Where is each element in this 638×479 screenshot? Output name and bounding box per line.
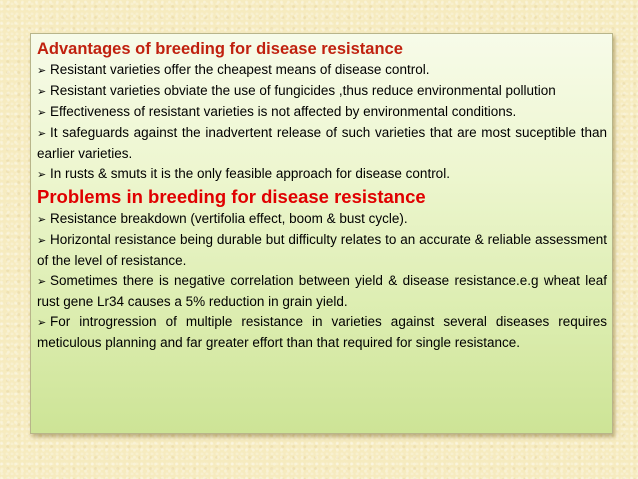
list-item xyxy=(37,271,607,312)
list-item xyxy=(37,102,607,123)
list-item xyxy=(37,230,607,271)
list-item-text: Resistant varieties obviate the use of fungicides ,thus reduce environmental pollution xyxy=(50,83,556,98)
arrow-bullet-icon: ➢ xyxy=(37,169,47,181)
arrow-bullet-icon: ➢ xyxy=(37,235,47,247)
arrow-bullet-icon: ➢ xyxy=(37,317,47,329)
arrow-bullet-icon: ➢ xyxy=(37,128,47,140)
problems-heading: Problems in breeding for disease resistance xyxy=(37,186,426,207)
list-item xyxy=(37,60,607,81)
list-item xyxy=(37,81,607,102)
arrow-bullet-icon: ➢ xyxy=(37,86,47,98)
list-item-text: Horizontal resistance being durable but difficulty relates to an accurate & reliable assessment of the level of resistance. xyxy=(37,232,607,268)
list-item-text: Sometimes there is negative correlation between yield & disease resistance.e.g wheat leaf rust gene Lr34 causes a 5% reduction in grain yield. xyxy=(37,273,607,309)
arrow-bullet-icon: ➢ xyxy=(37,276,47,288)
arrow-bullet-icon: ➢ xyxy=(37,65,47,77)
list-item-text: Resistance breakdown (vertifolia effect, boom & bust cycle). xyxy=(50,211,408,226)
advantages-heading: Advantages of breeding for disease resistance xyxy=(37,40,403,58)
list-item-text: It safeguards against the inadvertent release of such varieties that are most suceptible than earlier varieties. xyxy=(37,125,607,161)
list-item xyxy=(37,209,607,230)
list-item-text: Resistant varieties offer the cheapest means of disease control. xyxy=(50,62,430,77)
content-box xyxy=(30,33,613,434)
arrow-bullet-icon: ➢ xyxy=(37,214,47,226)
arrow-bullet-icon: ➢ xyxy=(37,107,47,119)
advantages-list xyxy=(37,60,607,185)
list-item xyxy=(37,312,607,353)
list-item-text: For introgression of multiple resistance in varieties against several diseases requires meticulous planning and far greater effort than that required for single resistance. xyxy=(37,314,607,350)
problems-list xyxy=(37,209,607,353)
list-item-text: In rusts & smuts it is the only feasible approach for disease control. xyxy=(50,166,450,181)
list-item-text: Effectiveness of resistant varieties is not affected by environmental conditions. xyxy=(50,104,517,119)
list-item xyxy=(37,123,607,164)
list-item xyxy=(37,164,607,185)
